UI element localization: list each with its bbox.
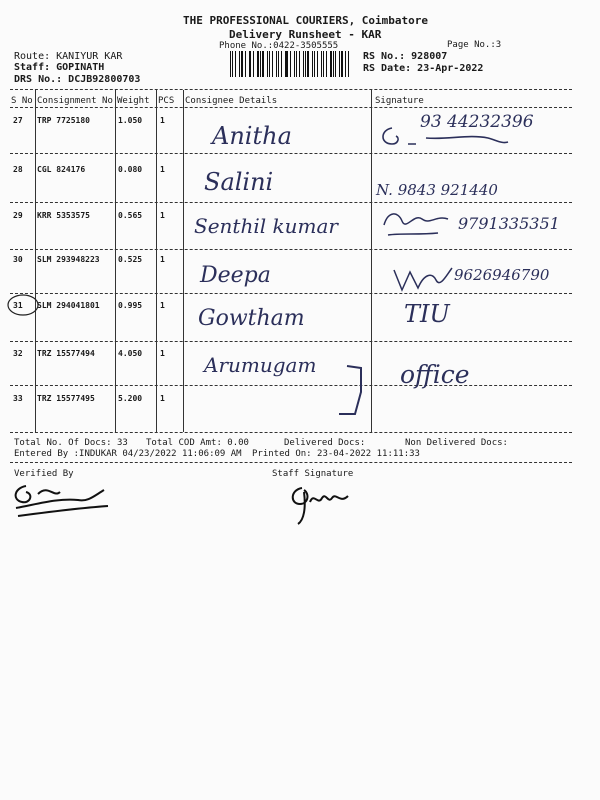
- col-header-pcs: PCS: [158, 96, 175, 106]
- bracket-mark: [335, 362, 375, 418]
- row-weight: 0.565: [118, 211, 143, 220]
- row-pcs: 1: [160, 211, 165, 220]
- row-sno: 31: [13, 301, 23, 310]
- phone-number: Phone No.:0422-3505555: [219, 41, 339, 51]
- runsheet-title: Delivery Runsheet - KAR: [229, 28, 382, 41]
- verified-by-label: Verified By: [14, 469, 74, 479]
- route-label: Route: KANIYUR KAR: [14, 51, 123, 62]
- row-sno: 28: [13, 165, 23, 174]
- row-rule: [10, 202, 572, 203]
- row-signature: office: [400, 360, 470, 389]
- row-consignee: Salini: [204, 168, 274, 196]
- col-header-signature: Signature: [375, 96, 424, 106]
- printed-on: Printed On: 23-04-2022 11:11:33: [252, 449, 420, 459]
- row-rule: [10, 385, 572, 386]
- col-header-sno: S No: [11, 96, 33, 106]
- staff-signature-label: Staff Signature: [272, 469, 354, 479]
- signature-scribble-27: [378, 124, 528, 154]
- row-consignment: KRR 5353575: [37, 211, 90, 220]
- drs-number: DRS No.: DCJB92800703: [14, 74, 141, 85]
- row-signature: 9791335351: [458, 214, 560, 233]
- col-header-consignment: Consignment No: [37, 96, 113, 106]
- table-bottom-rule: [10, 432, 572, 433]
- verifier-signature: [8, 478, 118, 524]
- company-title: THE PROFESSIONAL COURIERS, Coimbatore: [183, 14, 429, 27]
- table-top-rule: [10, 89, 572, 90]
- row-consignment: CGL 824176: [37, 165, 86, 174]
- total-cod-amount: Total COD Amt: 0.00: [146, 438, 249, 448]
- row-consignment: TRZ 15577495: [37, 394, 95, 403]
- row-weight: 0.080: [118, 165, 143, 174]
- row-pcs: 1: [160, 349, 165, 358]
- row-consignment: TRP 7725180: [37, 116, 90, 125]
- row-sno: 30: [13, 255, 23, 264]
- staff-signature: [280, 478, 360, 528]
- row-pcs: 1: [160, 301, 165, 310]
- row-rule: [10, 341, 572, 342]
- row-sno: 32: [13, 349, 23, 358]
- delivered-docs: Delivered Docs:: [284, 438, 366, 448]
- row-weight: 1.050: [118, 116, 143, 125]
- row-consignment: SLM 294041801: [37, 301, 100, 310]
- row-weight: 4.050: [118, 349, 143, 358]
- row-pcs: 1: [160, 116, 165, 125]
- row-signature: 9626946790: [454, 266, 550, 284]
- entered-by: Entered By :INDUKAR 04/23/2022 11:06:09 AM: [14, 449, 242, 459]
- row-pcs: 1: [160, 255, 165, 264]
- page-number: Page No.:3: [447, 40, 502, 50]
- total-docs: Total No. Of Docs: 33: [14, 438, 128, 448]
- col-divider: [156, 90, 157, 432]
- row-rule: [10, 293, 572, 294]
- rs-date: RS Date: 23-Apr-2022: [363, 63, 484, 74]
- col-divider: [115, 90, 116, 432]
- footer-rule: [10, 462, 572, 463]
- row-sno: 27: [13, 116, 23, 125]
- row-consignee: Arumugam: [204, 353, 317, 377]
- row-signature: N. 9843 921440: [376, 181, 498, 199]
- row-weight: 0.995: [118, 301, 143, 310]
- row-sno: 29: [13, 211, 23, 220]
- row-rule: [10, 249, 572, 250]
- row-31-circle-mark: [4, 292, 44, 318]
- row-signature: 93 44232396: [420, 112, 534, 132]
- row-consignee: Senthil kumar: [194, 214, 338, 238]
- non-delivered-docs: Non Delivered Docs:: [405, 438, 508, 448]
- row-consignee: Deepa: [200, 263, 271, 288]
- col-header-weight: Weight: [117, 96, 150, 106]
- row-weight: 0.525: [118, 255, 143, 264]
- row-signature: TIU: [404, 300, 450, 328]
- row-weight: 5.200: [118, 394, 143, 403]
- signature-scribble-29: [378, 205, 458, 245]
- row-sno: 33: [13, 394, 23, 403]
- row-consignee: Gowtham: [198, 306, 305, 331]
- row-consignment: TRZ 15577494: [37, 349, 95, 358]
- col-divider: [35, 90, 36, 432]
- signature-scribble-30: [390, 262, 460, 296]
- header-bottom-rule: [10, 107, 572, 108]
- col-header-consignee: Consignee Details: [185, 96, 278, 106]
- col-divider: [183, 90, 184, 432]
- staff-label: Staff: GOPINATH: [14, 62, 105, 73]
- row-pcs: 1: [160, 165, 165, 174]
- row-consignee: Anitha: [212, 122, 292, 150]
- rs-number: RS No.: 928007: [363, 51, 448, 62]
- barcode: [230, 51, 350, 77]
- row-consignment: SLM 293948223: [37, 255, 100, 264]
- row-pcs: 1: [160, 394, 165, 403]
